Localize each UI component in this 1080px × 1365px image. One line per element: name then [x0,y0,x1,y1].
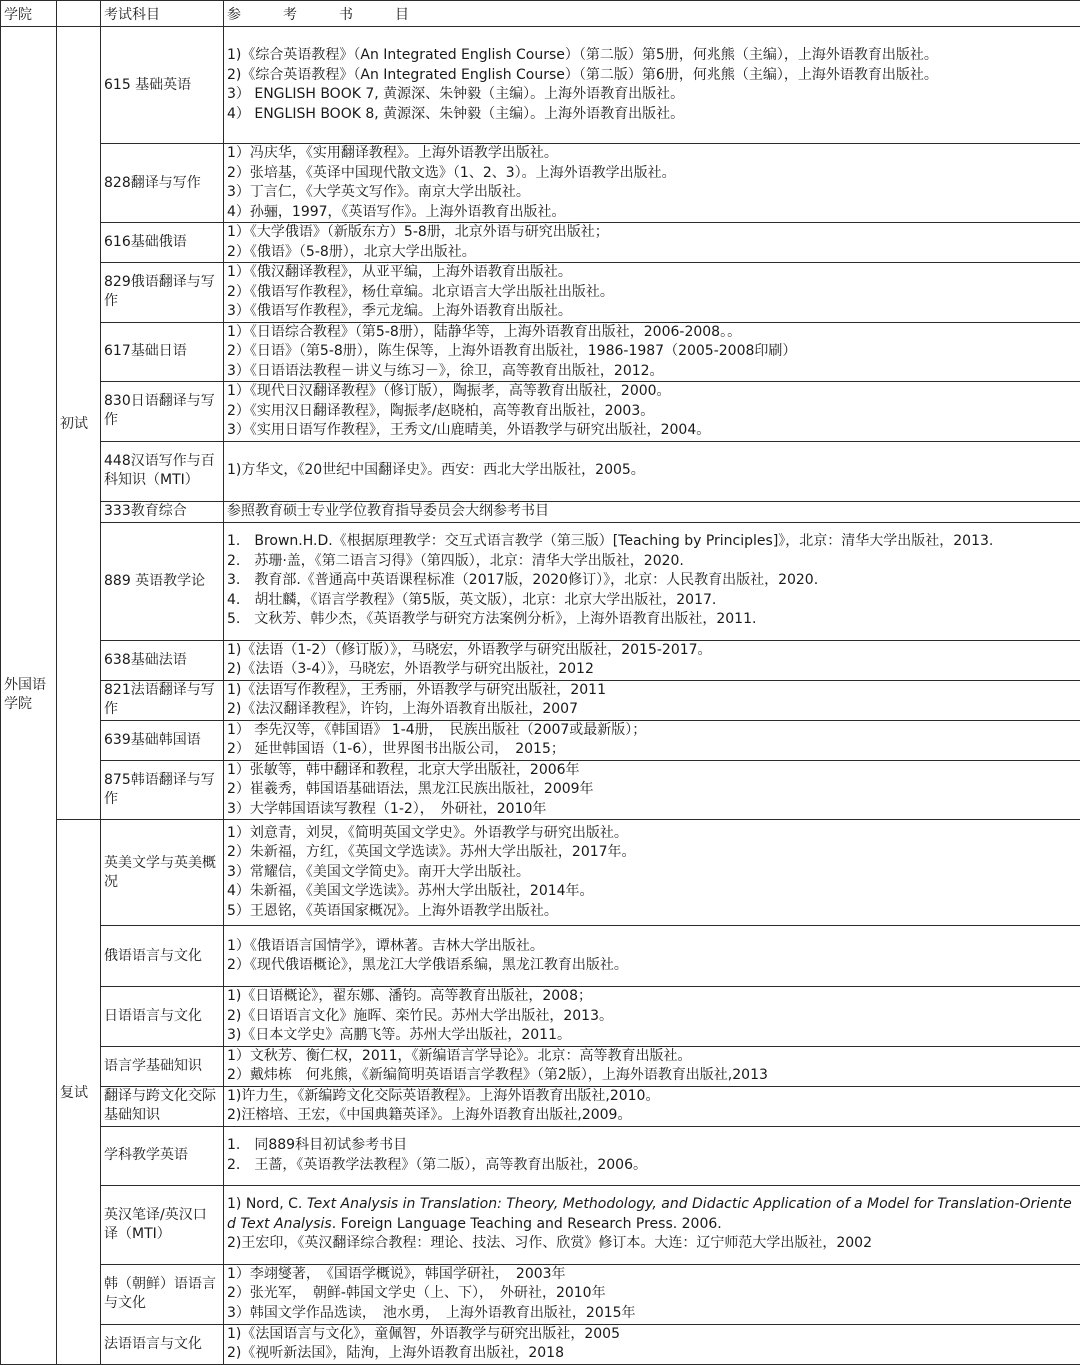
references-cell [224,27,1080,144]
reference-line: 3）《俄语写作教程》，季元龙编。上海外语教育出版社。 [227,302,1077,322]
table-header-row [1,1,1080,27]
reference-line: 2)王宏印，《英汉翻译综合教程：理论、技法、习作、欣赏》修订本。大连：辽宁师范大学出版社，2002 [227,1234,1077,1254]
table-row [1,640,1080,680]
table-row [1,1185,1080,1264]
table-row [1,1126,1080,1185]
reference-line: 1）冯庆华，《实用翻译教程》。上海外语教学出版社。 [227,144,1077,164]
reference-line: 2)《法语（3-4）》，马晓宏，外语教学与研究出版社，2012 [227,660,1077,680]
references-cell [224,223,1080,263]
reference-line: 3）常耀信，《美国文学简史》。南开大学出版社。 [227,863,1077,883]
subject-cell: 语言学基础知识 [101,1046,224,1086]
table-row [1,680,1080,720]
reference-line: 3）丁言仁，《大学英文写作》。南京大学出版社。 [227,183,1077,203]
references-cell [224,1185,1080,1264]
references-cell [224,640,1080,680]
table-row [1,1046,1080,1086]
reference-line: 4）孙骊，1997，《英语写作》。上海外语教育出版社。 [227,203,1077,223]
stage-initial: 初试 [57,27,101,820]
college-name: 外国语学院 [1,27,57,1365]
reference-line: 3） ENGLISH BOOK 7, 黄源深、朱钟毅（主编）。上海外语教育出版社。 [227,85,1077,105]
reference-line: 1. Brown.H.D.《根据原理教学：交互式语言教学（第三版）[Teaching by Principles]》，北京：清华大学出版社，2013. [227,532,1077,552]
reference-line: 1）《大学俄语》（新版东方）5-8册，北京外语与研究出版社； [227,223,1077,243]
subject-cell: 828翻译与写作 [101,144,224,223]
references-cell [224,501,1080,522]
subject-cell: 英美文学与英美概况 [101,820,224,926]
references-cell [224,144,1080,223]
reference-line: 1)《法语（1-2）（修订版）》，马晓宏，外语教学与研究出版社，2015-2017。 [227,641,1077,661]
reference-line: 1)《法语写作教程》，王秀丽，外语教学与研究出版社，2011 [227,681,1077,701]
references-cell [224,1046,1080,1086]
reference-line: 1）《俄语语言国情学》，谭林著。吉林大学出版社。 [227,937,1077,957]
reference-line: 5）王恩铭，《英语国家概况》。上海外语教学出版社。 [227,902,1077,922]
reference-title-italic: Text Analysis in Translation: Theory, Methodology, and Didactic Application of a Model for Translation-Oriented Text Analysis [227,1196,1072,1232]
reference-line: 2）戴炜栋 何兆熊，《新编简明英语语言学教程》（第2版），上海外语教育出版社,2013 [227,1066,1077,1086]
subject-cell: 448汉语写作与百科知识（MTI） [101,441,224,501]
reference-line: 1)方华文，《20世纪中国翻译史》。西安：西北大学出版社，2005。 [227,461,1077,481]
reference-line: 2)《法汉翻译教程》，许钧，上海外语教育出版社，2007 [227,700,1077,720]
subject-cell: 875韩语翻译与写作 [101,760,224,820]
reference-line: 1）张敏等，韩中翻译和教程，北京大学出版社，2006年 [227,761,1077,781]
table-row [1,820,1080,926]
references-cell [224,1264,1080,1324]
references-cell [224,441,1080,501]
references-cell [224,680,1080,720]
reference-line: 1）刘意青，刘炅，《简明英国文学史》。外语教学与研究出版社。 [227,824,1077,844]
subject-cell: 333教育综合 [101,501,224,522]
subject-cell: 821法语翻译与写作 [101,680,224,720]
table-row [1,1086,1080,1126]
table-row [1,27,1080,144]
table-row [1,1324,1080,1364]
reference-line: 2） 延世韩国语（1-6），世界图书出版公司， 2015； [227,740,1077,760]
header-blank [57,1,101,27]
references-cell [224,760,1080,820]
references-cell [224,1324,1080,1364]
table-row [1,223,1080,263]
reference-line: 2）《现代俄语概论》，黑龙江大学俄语系编，黑龙江教育出版社。 [227,956,1077,976]
header-college: 学院 [1,1,57,27]
header-reference: 参 考 书 目 [224,1,1080,27]
table-row [1,760,1080,820]
reference-line: 1）《现代日汉翻译教程》（修订版），陶振孝，高等教育出版社，2000。 [227,382,1077,402]
references-cell [224,987,1080,1047]
subject-cell: 翻译与跨文化交际基础知识 [101,1086,224,1126]
references-cell [224,720,1080,760]
references-cell [224,322,1080,382]
reference-line: 4）朱新福，《美国文学选读》。苏州大学出版社，2014年。 [227,882,1077,902]
reference-line: 1）文秋芳、衡仁权，2011，《新编语言学导论》。北京：高等教育出版社。 [227,1047,1077,1067]
table-row [1,322,1080,382]
reference-line: 2. 王蔷，《英语教学法教程》（第二版），高等教育出版社，2006。 [227,1156,1077,1176]
reference-line: 1） 李先汉等，《韩国语》 1-4册， 民族出版社（2007或最新版）； [227,721,1077,741]
reference-line: 2）张培基，《英译中国现代散文选》（1、2、3）。上海外语教学出版社。 [227,164,1077,184]
subject-cell: 俄语语言与文化 [101,926,224,987]
reference-line: 3）《日语语法教程－讲义与练习－》，徐卫，高等教育出版社，2012。 [227,362,1077,382]
reference-line: 3）韩国文学作品选读， 池水勇， 上海外语教育出版社，2015年 [227,1304,1077,1324]
reference-line: 2)汪榕培、王宏，《中国典籍英译》。上海外语教育出版社,2009。 [227,1106,1077,1126]
header-subject: 考试科目 [101,1,224,27]
references-cell [224,263,1080,323]
subject-cell: 617基础日语 [101,322,224,382]
subject-cell: 830日语翻译与写作 [101,382,224,442]
table-row [1,382,1080,442]
subject-cell: 638基础法语 [101,640,224,680]
reference-line: 1)《综合英语教程》（An Integrated English Course）（第二版）第5册，何兆熊（主编），上海外语教育出版社。 [227,46,1077,66]
reference-line: 5. 文秋芳、韩少杰，《英语教学与研究方法案例分析》，上海外语教育出版社，2011. [227,610,1077,630]
reference-line: 3)《日本文学史》高鹏飞等。苏州大学出版社，2011。 [227,1026,1077,1046]
reference-line: 2）张光军， 朝鲜-韩国文学史（上、下）， 外研社，2010年 [227,1284,1077,1304]
reference-line: 1. 同889科目初试参考书目 [227,1136,1077,1156]
subject-cell: 日语语言与文化 [101,987,224,1047]
reference-line: 2）《日语》（第5-8册），陈生保等，上海外语教育出版社，1986-1987（2005-2008印刷） [227,342,1077,362]
subject-cell: 639基础韩国语 [101,720,224,760]
reference-line: 1)《日语概论》，翟东娜、潘钧。高等教育出版社，2008； [227,987,1077,1007]
reference-line: 4） ENGLISH BOOK 8, 黄源深、朱钟毅（主编）。上海外语教育出版社。 [227,105,1077,125]
table-row [1,1264,1080,1324]
reference-line: 1) Nord, C. Text Analysis in Translation: Theory, Methodology, and Didactic Application of a Model for Translation-Oriented Text Analysis. Foreign Language Teaching and Research Press. 2006. [227,1195,1077,1234]
reference-line: 2)《视听新法国》，陆洵，上海外语教育出版社，2018 [227,1344,1077,1364]
reference-line: 1）《俄汉翻译教程》，从亚平编，上海外语教育出版社。 [227,263,1077,283]
references-cell [224,522,1080,640]
reference-line: 参照教育硕士专业学位教育指导委员会大纲参考书目 [227,502,1077,522]
reference-line: 1）《日语综合教程》（第5-8册），陆静华等，上海外语教育出版社，2006-2008。。 [227,323,1077,343]
reference-line: 3）大学韩国语读写教程（1-2）， 外研社，2010年 [227,800,1077,820]
reference-line: 2）《俄语》（5-8册），北京大学出版社。 [227,243,1077,263]
subject-cell: 韩（朝鲜）语语言与文化 [101,1264,224,1324]
reference-line: 4. 胡壮麟，《语言学教程》（第5版，英文版），北京：北京大学出版社，2017. [227,591,1077,611]
subject-cell: 英汉笔译/英汉口译（MTI） [101,1185,224,1264]
table-row [1,987,1080,1047]
table-row [1,441,1080,501]
table-row [1,926,1080,987]
table-row [1,501,1080,522]
subject-cell: 889 英语教学论 [101,522,224,640]
reference-line: 1）李翊燮著， 《国语学概说》，韩国学研社， 2003年 [227,1265,1077,1285]
reference-line: 2）《实用汉日翻译教程》，陶振孝/赵晓柏，高等教育出版社，2003。 [227,402,1077,422]
reference-line: 2. 苏珊·盖，《第二语言习得》（第四版），北京：清华大学出版社，2020. [227,552,1077,572]
references-cell [224,382,1080,442]
reference-line: 3. 教育部.《普通高中英语课程标准（2017版，2020修订）》，北京：人民教育出版社，2020. [227,571,1077,591]
references-cell [224,820,1080,926]
reference-line: 2)《综合英语教程》（An Integrated English Course）（第二版）第6册，何兆熊（主编），上海外语教育出版社。 [227,66,1077,86]
references-cell [224,1126,1080,1185]
reference-line: 2)《日语语言文化》施晖、栾竹民。苏州大学出版社，2013。 [227,1007,1077,1027]
subject-cell: 法语语言与文化 [101,1324,224,1364]
references-cell [224,1086,1080,1126]
reference-line: 1)《法国语言与文化》，童佩智，外语教学与研究出版社，2005 [227,1325,1077,1345]
reference-line: 2）崔羲秀，韩国语基础语法，黑龙江民族出版社，2009年 [227,780,1077,800]
stage-retest: 复试 [57,820,101,1365]
subject-cell: 829俄语翻译与写作 [101,263,224,323]
subject-cell: 学科教学英语 [101,1126,224,1185]
reference-line: 1)许力生，《新编跨文化交际英语教程》。上海外语教育出版社,2010。 [227,1087,1077,1107]
reference-line: 2）朱新福，方红，《英国文学选读》。苏州大学出版社，2017年。 [227,843,1077,863]
references-cell [224,926,1080,987]
subject-cell: 616基础俄语 [101,223,224,263]
table-row [1,144,1080,223]
table-row [1,263,1080,323]
reference-line: 2）《俄语写作教程》，杨仕章编。北京语言大学出版社出版社。 [227,283,1077,303]
reference-line: 3）《实用日语写作教程》，王秀文/山鹿晴美，外语教学与研究出版社，2004。 [227,421,1077,441]
table-row [1,720,1080,760]
table-row [1,522,1080,640]
subject-cell: 615 基础英语 [101,27,224,144]
